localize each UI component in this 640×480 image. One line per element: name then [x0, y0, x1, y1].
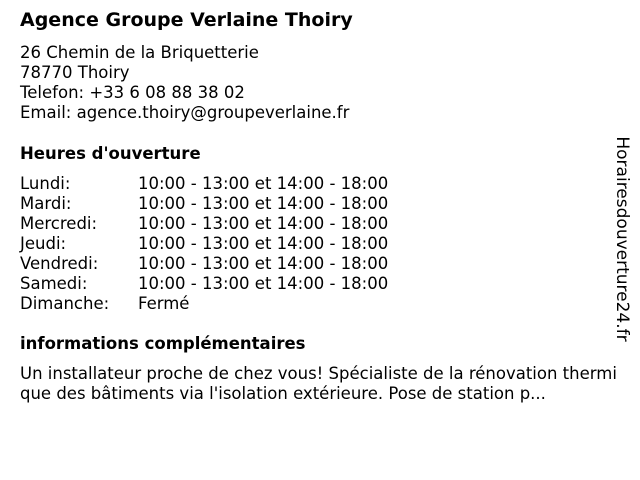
address-block	[20, 43, 349, 123]
info-section-title: informations complémentaires	[20, 334, 306, 353]
day-label: Samedi:	[20, 274, 88, 293]
time-range: 10:00 - 13:00 et 14:00 - 18:00	[138, 214, 389, 233]
time-range: 10:00 - 13:00 et 14:00 - 18:00	[138, 194, 389, 213]
time-range: Fermé	[138, 294, 190, 313]
time-range: 10:00 - 13:00 et 14:00 - 18:00	[138, 174, 389, 193]
page-title: Agence Groupe Verlaine Thoiry	[20, 9, 353, 31]
hours-section-title: Heures d'ouverture	[20, 144, 201, 163]
time-range: 10:00 - 13:00 et 14:00 - 18:00	[138, 254, 389, 273]
time-range: 10:00 - 13:00 et 14:00 - 18:00	[138, 274, 389, 293]
day-label: Lundi:	[20, 174, 71, 193]
time-range: 10:00 - 13:00 et 14:00 - 18:00	[138, 234, 389, 253]
day-label: Jeudi:	[20, 234, 67, 253]
city-postal-code: 78770 Thoiry	[20, 63, 130, 82]
email-address: Email: agence.thoiry@groupeverlaine.fr	[20, 103, 350, 122]
description-text: Un installateur proche de chez vous! Spécialiste de la rénovation thermique des bâtiments via l'isolation extérieure. Pose de station p...	[20, 364, 617, 403]
day-label: Mardi:	[20, 194, 72, 213]
site-watermark: Horairesdouverture24.fr	[612, 136, 632, 342]
day-label: Vendredi:	[20, 254, 99, 273]
day-label: Dimanche:	[20, 294, 110, 313]
phone-number: Telefon: +33 6 08 88 38 02	[20, 83, 245, 102]
day-label: Mercredi:	[20, 214, 98, 233]
street-address: 26 Chemin de la Briquetterie	[20, 43, 259, 62]
